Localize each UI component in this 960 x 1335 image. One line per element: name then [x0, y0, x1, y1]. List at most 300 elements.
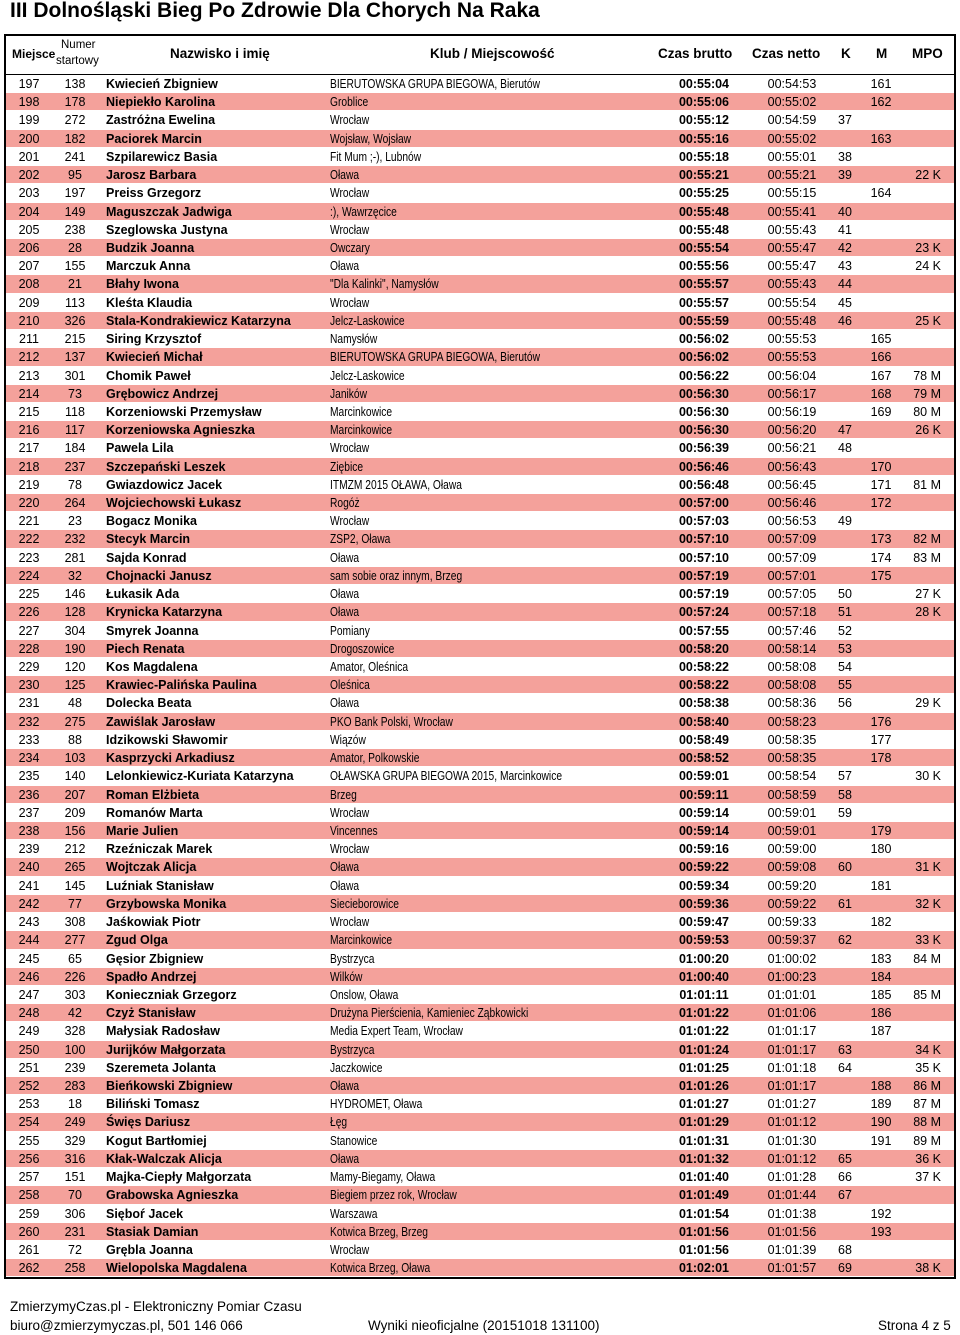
cell-netto: 01:00:02	[767, 951, 817, 966]
cell-name: Marie Julien	[106, 823, 179, 838]
cell-brutto: 00:56:30	[678, 404, 730, 419]
cell-numer: 21	[68, 277, 82, 292]
cell-name: Niepiekło Karolina	[106, 95, 216, 110]
cell-numer: 100	[64, 1042, 86, 1057]
cell-netto: 00:59:22	[767, 896, 817, 911]
table-row	[6, 1059, 954, 1077]
cell-name: Krawiec-Palińska Paulina	[106, 678, 257, 693]
cell-brutto: 00:55:54	[678, 240, 730, 255]
cell-k: 54	[838, 660, 852, 674]
header-numer: Numer	[61, 39, 96, 51]
cell-m: 173	[870, 532, 892, 547]
cell-brutto: 01:01:32	[678, 1151, 730, 1166]
cell-miejsce: 249	[18, 1024, 40, 1039]
cell-name: Bieńkowski Zbigniew	[106, 1079, 233, 1094]
cell-k: 53	[838, 641, 852, 656]
cell-m: 162	[870, 95, 892, 110]
cell-miejsce: 219	[18, 477, 40, 492]
cell-numer: 237	[64, 459, 86, 474]
table-row	[6, 640, 954, 658]
cell-netto: 01:01:12	[767, 1115, 817, 1130]
cell-klub: Groblice	[330, 95, 369, 110]
table-row	[6, 330, 954, 348]
cell-klub: Wrocław	[330, 222, 370, 237]
cell-name: Wojciechowski Łukasz	[106, 496, 242, 511]
cell-netto: 01:01:01	[767, 987, 817, 1002]
cell-miejsce: 250	[18, 1042, 40, 1057]
cell-klub: Jelcz-Laskowice	[330, 368, 405, 383]
cell-netto: 01:01:17	[767, 1024, 817, 1039]
cell-k: 48	[838, 441, 852, 456]
cell-name: Kłak-Walczak Alicja	[106, 1151, 222, 1166]
cell-m: 171	[870, 477, 892, 492]
cell-miejsce: 251	[18, 1060, 40, 1075]
cell-numer: 264	[64, 496, 86, 511]
cell-name: Szpilarewicz Basia	[106, 149, 218, 164]
cell-miejsce: 235	[18, 769, 40, 784]
cell-miejsce: 246	[18, 969, 40, 984]
cell-numer: 23	[68, 514, 82, 529]
cell-klub: Namysłów	[330, 332, 378, 347]
cell-brutto: 01:01:26	[678, 1079, 730, 1094]
cell-klub: Marcinkowice	[330, 423, 393, 438]
cell-numer: 95	[68, 168, 82, 183]
table-row	[6, 1041, 954, 1059]
cell-numer: 151	[64, 1170, 86, 1185]
cell-mpo: 37 K	[915, 1170, 941, 1185]
cell-netto: 00:56:19	[767, 404, 817, 419]
cell-mpo: 82 M	[913, 532, 941, 547]
cell-numer: 241	[64, 149, 86, 164]
cell-brutto: 00:56:39	[678, 441, 730, 456]
cell-name: Wielopolska Magdalena	[106, 1261, 247, 1276]
cell-name: Dolecka Beata	[106, 696, 192, 711]
cell-miejsce: 227	[18, 623, 40, 638]
cell-name: Stecyk Marcin	[106, 532, 191, 547]
cell-klub: Oława	[330, 1151, 360, 1166]
cell-miejsce: 203	[18, 186, 40, 201]
cell-klub: Oleśnica	[330, 678, 370, 693]
cell-netto: 00:55:48	[767, 313, 817, 328]
header-miejsce: Miejsce	[12, 47, 56, 61]
cell-numer: 281	[64, 550, 86, 565]
cell-klub: Oława	[330, 860, 360, 875]
cell-mpo: 35 K	[915, 1060, 941, 1075]
cell-k: 67	[838, 1188, 852, 1203]
cell-mpo: 28 K	[915, 605, 941, 620]
table-row	[6, 239, 954, 257]
cell-netto: 00:56:46	[767, 496, 817, 511]
cell-m: 164	[870, 186, 892, 201]
cell-numer: 178	[64, 95, 86, 110]
cell-name: Krynicka Katarzyna	[106, 605, 223, 620]
cell-numer: 149	[64, 204, 86, 219]
cell-k: 39	[838, 168, 852, 183]
cell-name: Siring Krzysztof	[106, 332, 202, 347]
cell-miejsce: 198	[18, 95, 40, 110]
cell-miejsce: 200	[18, 131, 40, 146]
cell-m: 188	[870, 1079, 892, 1094]
cell-netto: 00:55:47	[767, 240, 817, 255]
cell-netto: 00:56:21	[767, 441, 817, 456]
cell-netto: 00:56:43	[767, 459, 817, 474]
cell-brutto: 01:00:40	[678, 969, 730, 984]
cell-name: Roman Elżbieta	[106, 787, 200, 802]
cell-netto: 01:01:39	[767, 1243, 817, 1257]
cell-klub: Oława	[330, 259, 360, 274]
cell-numer: 155	[64, 259, 86, 274]
cell-klub: Wojsław, Wojsław	[330, 131, 412, 146]
table-row	[6, 458, 954, 476]
cell-brutto: 00:57:10	[678, 532, 730, 547]
cell-numer: 77	[68, 896, 82, 911]
cell-numer: 184	[64, 441, 86, 456]
cell-miejsce: 197	[18, 77, 40, 91]
table-row	[6, 294, 954, 312]
cell-miejsce: 254	[18, 1115, 40, 1130]
cell-numer: 125	[64, 678, 86, 693]
cell-miejsce: 207	[18, 259, 40, 274]
cell-brutto: 01:01:25	[678, 1060, 730, 1075]
cell-k: 43	[838, 259, 852, 274]
cell-m: 182	[870, 915, 892, 930]
cell-miejsce: 238	[18, 823, 40, 838]
cell-klub: Oława	[330, 696, 360, 711]
cell-numer: 258	[64, 1261, 86, 1276]
cell-mpo: 30 K	[915, 769, 941, 784]
cell-miejsce: 252	[18, 1079, 40, 1094]
cell-netto: 01:01:12	[767, 1151, 817, 1166]
cell-miejsce: 237	[18, 805, 40, 820]
cell-netto: 01:01:28	[767, 1170, 817, 1185]
cell-miejsce: 225	[18, 587, 40, 602]
cell-name: Pawela Lila	[106, 441, 174, 456]
cell-klub: ITMZM 2015 OŁAWA, Oława	[330, 477, 462, 492]
cell-netto: 00:54:53	[767, 77, 817, 91]
cell-miejsce: 212	[18, 350, 40, 365]
cell-numer: 326	[64, 313, 86, 328]
cell-m: 185	[870, 987, 892, 1002]
header-mpo: MPO	[912, 46, 943, 61]
cell-miejsce: 206	[18, 240, 40, 255]
cell-miejsce: 209	[18, 295, 40, 310]
cell-miejsce: 260	[18, 1224, 40, 1239]
cell-name: Biliński Tomasz	[106, 1097, 200, 1112]
cell-miejsce: 221	[18, 514, 40, 529]
cell-m: 169	[870, 404, 892, 419]
cell-numer: 238	[64, 222, 86, 237]
header-k: K	[841, 46, 851, 61]
cell-brutto: 00:55:57	[678, 277, 730, 292]
cell-k: 37	[838, 113, 852, 128]
table-row	[6, 130, 954, 148]
cell-brutto: 01:01:56	[678, 1243, 730, 1257]
header-brutto: Czas brutto	[658, 46, 733, 61]
cell-brutto: 00:55:59	[678, 313, 730, 328]
cell-name: Czyż Stanisław	[106, 1006, 196, 1021]
cell-k: 40	[838, 204, 852, 219]
cell-klub: Wrocław	[330, 842, 370, 857]
cell-brutto: 00:56:48	[678, 477, 730, 492]
table-row	[6, 858, 954, 876]
cell-klub: Amator, Polkowskie	[330, 751, 420, 766]
cell-klub: Marcinkowice	[330, 933, 393, 948]
cell-netto: 00:58:59	[767, 787, 817, 802]
footer-contact: biuro@zmierzymyczas.pl, 501 146 066	[10, 1318, 243, 1333]
cell-k: 49	[838, 514, 852, 529]
cell-miejsce: 241	[18, 878, 40, 893]
cell-numer: 303	[64, 987, 86, 1002]
table-row	[6, 75, 954, 93]
table-row	[6, 1113, 954, 1131]
cell-netto: 00:56:45	[767, 477, 817, 492]
cell-m: 166	[870, 350, 892, 365]
table-body	[6, 75, 954, 1277]
cell-k: 65	[838, 1151, 852, 1166]
cell-klub: Wilków	[330, 969, 363, 984]
cell-netto: 01:01:30	[767, 1133, 817, 1148]
cell-name: Piech Renata	[106, 641, 185, 656]
cell-netto: 00:55:43	[767, 277, 817, 292]
cell-klub: BIERUTOWSKA GRUPA BIEGOWA, Bierutów	[330, 350, 540, 365]
table-row	[6, 93, 954, 111]
table-row	[6, 385, 954, 403]
cell-klub: Wrocław	[330, 805, 370, 820]
cell-numer: 128	[64, 605, 86, 620]
cell-k: 51	[838, 605, 852, 620]
cell-name: Maguszczak Jadwiga	[106, 204, 232, 219]
cell-name: Sajda Konrad	[106, 550, 187, 565]
cell-miejsce: 253	[18, 1097, 40, 1112]
cell-miejsce: 215	[18, 404, 40, 419]
cell-name: Chomik Paweł	[106, 368, 191, 383]
cell-miejsce: 240	[18, 860, 40, 875]
cell-brutto: 00:57:19	[678, 568, 730, 583]
cell-brutto: 00:59:34	[678, 878, 730, 893]
cell-name: Korzeniowski Przemysław	[106, 404, 262, 419]
cell-name: Luźniak Stanisław	[106, 878, 214, 893]
cell-numer: 78	[68, 477, 82, 492]
cell-numer: 70	[68, 1188, 82, 1203]
cell-name: Bogacz Monika	[106, 514, 197, 529]
table-row	[6, 221, 954, 239]
cell-miejsce: 247	[18, 987, 40, 1002]
cell-m: 179	[870, 823, 892, 838]
cell-mpo: 38 K	[915, 1261, 941, 1276]
footer-status: Wyniki nieoficjalne (20151018 131100)	[368, 1318, 600, 1333]
cell-brutto: 01:01:22	[678, 1006, 730, 1021]
header-netto: Czas netto	[752, 46, 821, 61]
cell-netto: 00:55:21	[767, 168, 817, 183]
cell-m: 177	[870, 732, 892, 747]
cell-mpo: 88 M	[913, 1115, 941, 1130]
cell-miejsce: 233	[18, 732, 40, 747]
cell-brutto: 00:57:55	[678, 623, 730, 638]
cell-netto: 00:57:09	[767, 532, 817, 547]
cell-netto: 00:55:53	[767, 332, 817, 347]
cell-netto: 00:55:41	[767, 204, 817, 219]
table-row	[6, 184, 954, 202]
cell-k: 61	[838, 896, 852, 911]
cell-k: 47	[838, 423, 852, 438]
cell-name: Stasiak Damian	[106, 1224, 199, 1239]
cell-brutto: 00:59:53	[678, 933, 730, 948]
cell-miejsce: 229	[18, 660, 40, 674]
cell-k: 52	[838, 623, 852, 638]
cell-brutto: 00:59:14	[678, 805, 730, 820]
cell-mpo: 34 K	[915, 1042, 941, 1057]
cell-netto: 00:59:00	[767, 842, 817, 857]
cell-netto: 00:55:43	[767, 222, 817, 237]
cell-name: Lelonkiewicz-Kuriata Katarzyna	[106, 769, 294, 784]
table-row	[6, 767, 954, 785]
cell-miejsce: 214	[18, 386, 40, 401]
table-row	[6, 786, 954, 804]
table-row	[6, 312, 954, 330]
cell-k: 59	[838, 805, 852, 820]
cell-miejsce: 248	[18, 1006, 40, 1021]
cell-numer: 283	[64, 1079, 86, 1094]
cell-brutto: 00:57:03	[678, 514, 730, 529]
cell-netto: 01:01:06	[767, 1006, 817, 1021]
cell-klub: Marcinkowice	[330, 404, 393, 419]
table-row	[6, 585, 954, 603]
cell-klub: :), Wawrzęcice	[330, 204, 397, 219]
cell-klub: ZSP2, Oława	[330, 532, 391, 547]
cell-netto: 01:01:56	[767, 1224, 817, 1239]
cell-name: Kleśta Klaudia	[106, 295, 193, 310]
cell-mpo: 84 M	[913, 951, 941, 966]
cell-numer: 88	[68, 732, 82, 747]
cell-klub: PKO Bank Polski, Wrocław	[330, 714, 453, 729]
cell-klub: Pomiany	[330, 623, 370, 638]
cell-netto: 00:55:47	[767, 259, 817, 274]
table-row	[6, 1205, 954, 1223]
cell-name: Kos Magdalena	[106, 660, 198, 674]
cell-name: Jarosz Barbara	[106, 168, 197, 183]
results-table	[4, 34, 956, 1279]
table-row	[6, 257, 954, 275]
table-row	[6, 931, 954, 949]
cell-numer: 72	[68, 1243, 82, 1257]
cell-netto: 01:01:44	[767, 1188, 817, 1203]
cell-netto: 00:56:04	[767, 368, 817, 383]
cell-name: Łukasik Ada	[106, 587, 180, 602]
cell-miejsce: 262	[18, 1261, 40, 1276]
cell-name: Kwiecień Michał	[106, 350, 203, 365]
cell-name: Spadło Andrzej	[106, 969, 197, 984]
cell-miejsce: 231	[18, 696, 40, 711]
cell-m: 180	[870, 842, 892, 857]
cell-miejsce: 211	[19, 332, 39, 347]
cell-netto: 00:59:08	[767, 860, 817, 875]
cell-numer: 306	[64, 1206, 86, 1221]
cell-numer: 316	[64, 1151, 86, 1166]
cell-klub: Oława	[330, 1079, 360, 1094]
cell-brutto: 00:57:19	[678, 587, 730, 602]
cell-klub: Onslow, Oława	[330, 987, 399, 1002]
cell-brutto: 00:58:20	[678, 641, 730, 656]
cell-numer: 65	[68, 951, 82, 966]
cell-netto: 00:57:05	[767, 587, 817, 602]
cell-k: 57	[838, 769, 852, 784]
cell-name: Sięboŕ Jacek	[106, 1206, 184, 1221]
cell-klub: Wrocław	[330, 441, 370, 456]
cell-brutto: 00:58:52	[678, 751, 730, 766]
cell-name: Zastróżna Ewelina	[106, 113, 216, 128]
cell-miejsce: 222	[18, 532, 40, 547]
cell-klub: Wrocław	[330, 295, 370, 310]
cell-brutto: 00:58:49	[678, 732, 730, 747]
table-row	[6, 348, 954, 366]
cell-netto: 00:58:08	[767, 678, 817, 693]
cell-brutto: 00:55:16	[678, 131, 730, 146]
cell-miejsce: 217	[18, 441, 40, 456]
cell-name: Małysiak Radosław	[106, 1024, 220, 1039]
cell-klub: Łęg	[330, 1115, 348, 1130]
cell-mpo: 89 M	[913, 1133, 941, 1148]
cell-m: 172	[870, 496, 892, 511]
cell-numer: 231	[64, 1224, 86, 1239]
cell-klub: Oława	[330, 168, 360, 183]
cell-klub: Wiązów	[330, 732, 366, 747]
cell-brutto: 01:01:56	[678, 1224, 730, 1239]
cell-miejsce: 232	[18, 714, 40, 729]
cell-k: 62	[838, 933, 852, 948]
cell-klub: Janików	[330, 386, 368, 401]
table-row	[6, 895, 954, 913]
cell-brutto: 01:01:11	[679, 987, 729, 1002]
cell-m: 184	[870, 969, 892, 984]
table-row	[6, 749, 954, 767]
cell-brutto: 00:55:04	[678, 77, 730, 91]
cell-name: Gęsior Zbigniew	[106, 951, 204, 966]
cell-klub: Drużyna Pierścienia, Kamieniec Ząbkowicki	[330, 1006, 529, 1021]
cell-name: Konieczniak Grzegorz	[106, 987, 237, 1002]
cell-klub: Media Expert Team, Wrocław	[330, 1024, 463, 1039]
cell-brutto: 00:55:48	[678, 222, 730, 237]
table-row	[6, 694, 954, 712]
cell-brutto: 00:59:11	[679, 787, 729, 802]
cell-numer: 190	[64, 641, 86, 656]
cell-m: 186	[870, 1006, 892, 1021]
cell-m: 191	[870, 1133, 892, 1148]
table-row	[6, 986, 954, 1004]
cell-klub: Wrocław	[330, 915, 370, 930]
cell-m: 167	[870, 368, 892, 383]
table-row	[6, 367, 954, 385]
cell-brutto: 00:57:24	[678, 605, 730, 620]
cell-brutto: 00:55:56	[678, 259, 730, 274]
footer-company: ZmierzymyCzas.pl - Elektroniczny Pomiar Czasu	[10, 1299, 302, 1314]
cell-brutto: 00:55:57	[678, 295, 730, 310]
cell-numer: 113	[65, 295, 85, 310]
cell-miejsce: 228	[18, 641, 40, 656]
cell-numer: 73	[68, 386, 82, 401]
cell-klub: Brzeg	[330, 787, 357, 802]
cell-m: 176	[870, 714, 892, 729]
cell-name: Chojnacki Janusz	[106, 568, 212, 583]
cell-name: Majka-Ciepły Małgorzata	[106, 1170, 252, 1185]
cell-miejsce: 257	[18, 1170, 40, 1185]
cell-mpo: 87 M	[913, 1097, 941, 1112]
cell-miejsce: 204	[18, 204, 40, 219]
cell-miejsce: 199	[18, 113, 40, 128]
cell-k: 55	[838, 678, 852, 693]
cell-m: 170	[870, 459, 892, 474]
cell-mpo: 24 K	[915, 259, 941, 274]
cell-brutto: 00:55:25	[678, 186, 730, 201]
